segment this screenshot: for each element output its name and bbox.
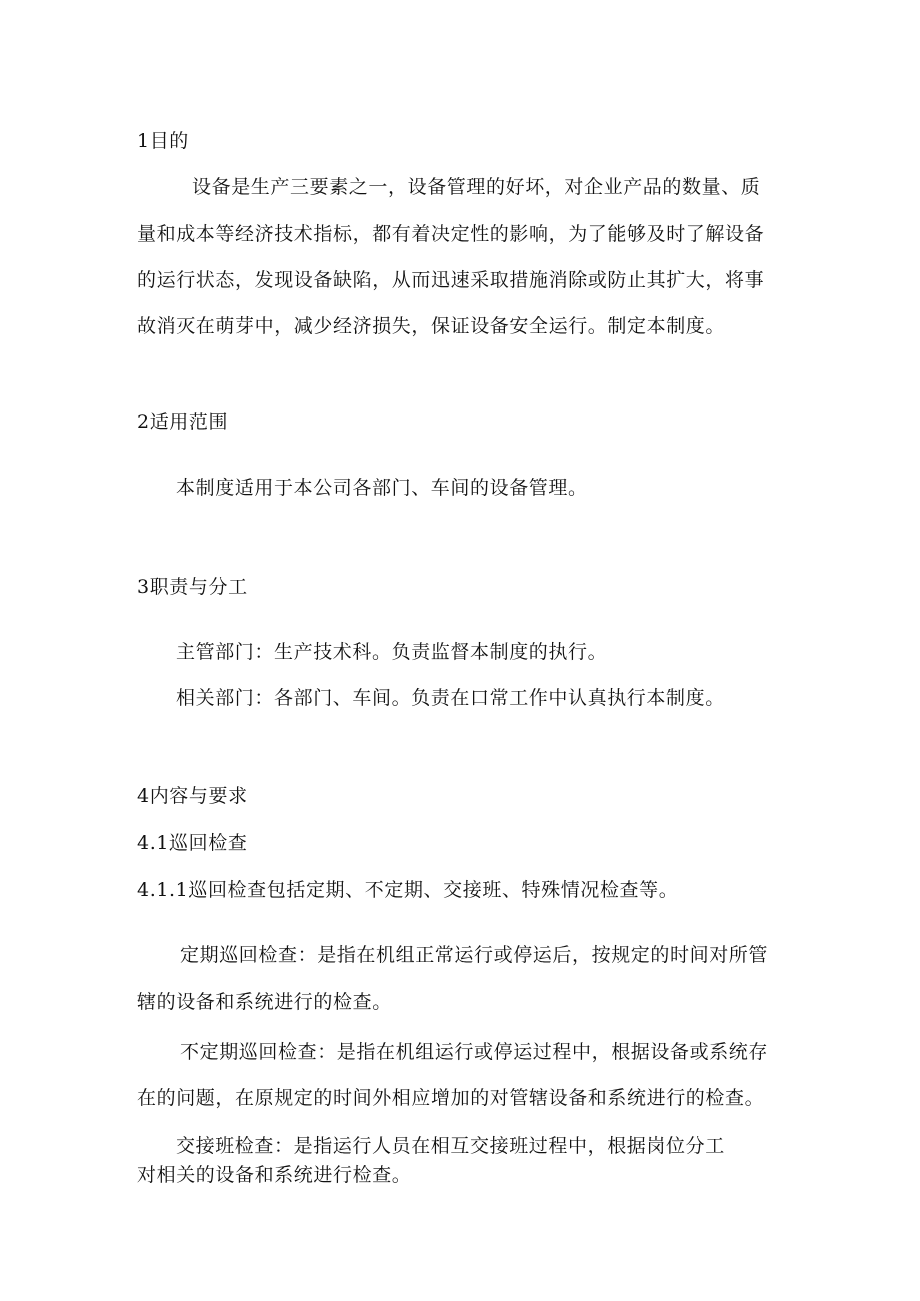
irregular-inspection-line: 不定期巡回检查：是指在机组运行或停运过程中，根据设备或系统存	[180, 1041, 769, 1063]
regular-inspection-line: 定期巡回检查：是指在机组正常运行或停运后，按规定的时间对所管	[180, 944, 769, 966]
section-1-paragraph-line: 量和成本等经济技术指标，都有着决定性的影响，为了能够及时了解设备	[137, 223, 765, 245]
section-1-paragraph-line: 故消灭在萌芽中，减少经济损失，保证设备安全运行。制定本制度。	[137, 315, 726, 337]
regular-inspection-line: 辖的设备和系统进行的检查。	[137, 991, 392, 1013]
section-3-paragraph-line: 相关部门：各部门、车间。负责在口常工作中认真执行本制度。	[176, 687, 725, 709]
section-1-paragraph-line: 的运行状态，发现设备缺陷，从而迅速采取措施消除或防止其扩大，将事	[137, 269, 765, 291]
section-2-heading: 2适用范围	[137, 411, 229, 433]
section-3-paragraph-line: 主管部门：生产技术科。负责监督本制度的执行。	[176, 641, 608, 663]
section-2-paragraph-line: 本制度适用于本公司各部门、车间的设备管理。	[176, 477, 588, 499]
section-1-paragraph-line: 设备是生产三要素之一，设备管理的好坏，对企业产品的数量、质	[192, 176, 761, 198]
section-3-heading: 3职责与分工	[137, 576, 248, 598]
item-4-1-1: 4.1.1巡回检查包括定期、不定期、交接班、特殊情况检查等。	[137, 879, 679, 901]
shift-inspection-line: 交接班检查：是指运行人员在相互交接班过程中，根据岗位分工	[176, 1135, 725, 1157]
shift-inspection-line: 对相关的设备和系统进行检查。	[137, 1164, 412, 1186]
section-4-heading: 4内容与要求	[137, 785, 248, 807]
section-4-1-heading: 4.1巡回检查	[137, 832, 248, 854]
irregular-inspection-line: 在的问题，在原规定的时间外相应增加的对管辖设备和系统进行的检查。	[137, 1087, 765, 1109]
section-1-heading: 1目的	[137, 130, 189, 152]
